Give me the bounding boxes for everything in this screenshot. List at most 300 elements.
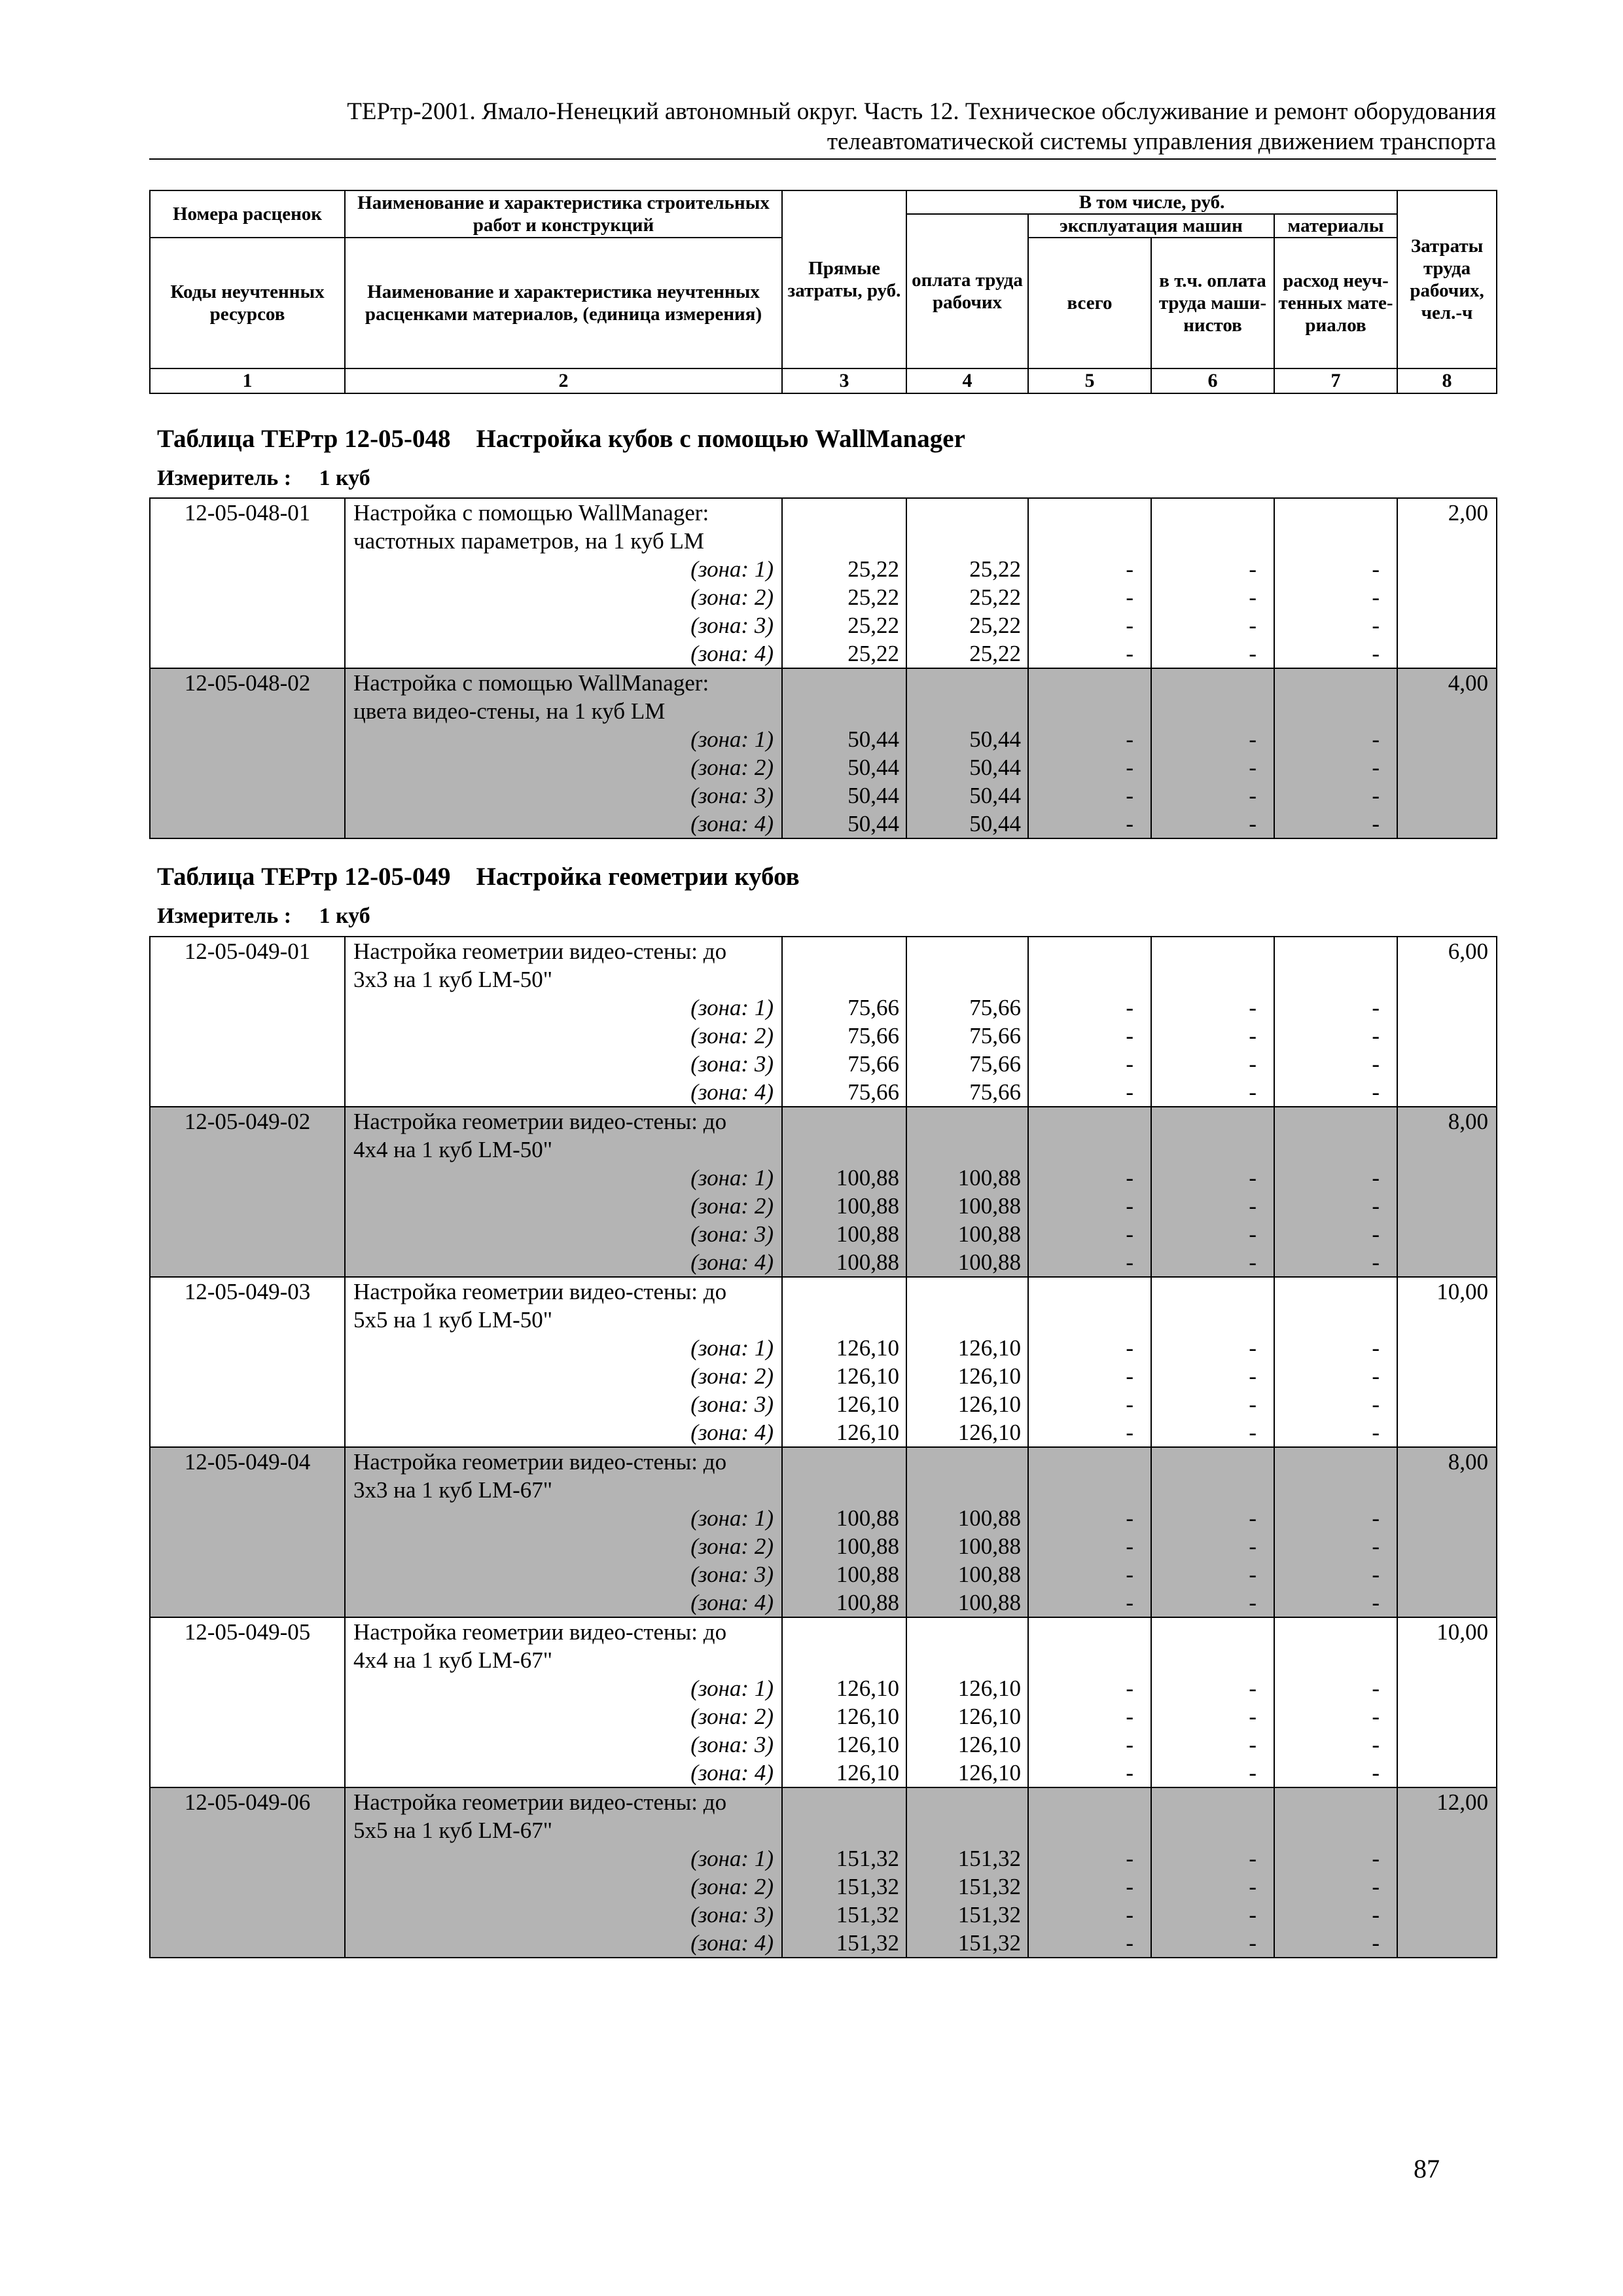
machinist-pay-value: - xyxy=(1249,1760,1257,1785)
zone-label: (зона: 3) xyxy=(690,1732,774,1757)
machine-cost-value: - xyxy=(1126,1930,1133,1956)
direct-cost-value: 126,10 xyxy=(836,1704,899,1729)
direct-cost-value: 75,66 xyxy=(847,995,899,1020)
machinist-pay-value: - xyxy=(1249,1249,1257,1275)
rate-code: 12-05-049-03 xyxy=(150,1277,345,1447)
document-header xyxy=(149,97,1496,160)
spacer xyxy=(1029,1278,1150,1334)
direct-cost-value: 151,32 xyxy=(836,1846,899,1871)
direct-cost-value: 100,88 xyxy=(836,1249,899,1275)
spacer xyxy=(1029,1618,1150,1674)
machine-cost-cell xyxy=(1028,668,1151,838)
direct-cost-value: 126,10 xyxy=(836,1391,899,1417)
machinist-pay-cell xyxy=(1151,498,1274,668)
machine-cost-value: - xyxy=(1126,1846,1133,1871)
material-cost-cell xyxy=(1274,1447,1397,1617)
worker-pay-value: 126,10 xyxy=(957,1760,1021,1785)
spacer xyxy=(1152,1107,1274,1164)
spacer xyxy=(783,1448,906,1504)
table-row xyxy=(150,1277,1497,1447)
spacer xyxy=(1152,1788,1274,1844)
direct-cost-cell xyxy=(782,668,906,838)
worker-pay-value: 100,88 xyxy=(957,1562,1021,1587)
worker-pay-value: 151,32 xyxy=(957,1846,1021,1871)
col-number: 8 xyxy=(1397,368,1497,393)
rate-code: 12-05-049-01 xyxy=(150,937,345,1107)
direct-cost-cell xyxy=(782,1447,906,1617)
material-cost-value: - xyxy=(1372,1363,1380,1389)
rate-description xyxy=(345,937,782,1107)
material-cost-value: - xyxy=(1372,584,1380,610)
col-number: 7 xyxy=(1274,368,1397,393)
col-number: 4 xyxy=(906,368,1028,393)
spacer xyxy=(907,937,1027,994)
worker-pay-value: 25,22 xyxy=(969,641,1021,666)
machine-cost-value: - xyxy=(1126,584,1133,610)
machine-cost-cell xyxy=(1028,498,1151,668)
zone-label: (зона: 3) xyxy=(690,1051,774,1077)
direct-cost-value: 50,44 xyxy=(847,783,899,808)
table-row xyxy=(150,1617,1497,1787)
col-material-name: Наименование и характеристика неучтенных расценками материалов, (единица измерения) xyxy=(345,238,782,368)
header-line-1: ТЕРтр-2001. Ямало-Ненецкий автономный округ. Часть 12. Техническое обслуживание и ремонт оборудования xyxy=(347,98,1496,125)
direct-cost-value: 100,88 xyxy=(836,1590,899,1615)
machine-cost-value: - xyxy=(1126,1590,1133,1615)
material-cost-cell xyxy=(1274,668,1397,838)
zone-label: (зона: 1) xyxy=(690,1505,774,1531)
worker-pay-value: 50,44 xyxy=(969,755,1021,780)
worker-pay-value: 100,88 xyxy=(957,1221,1021,1247)
material-cost-cell xyxy=(1274,498,1397,668)
material-cost-value: - xyxy=(1372,1704,1380,1729)
labor-cost: 12,00 xyxy=(1397,1787,1497,1958)
spacer xyxy=(1275,499,1397,555)
worker-pay-value: 100,88 xyxy=(957,1249,1021,1275)
col-rate-numbers: Номера расценок xyxy=(150,190,345,238)
spacer xyxy=(907,1618,1027,1674)
machinist-pay-value: - xyxy=(1249,1874,1257,1899)
machine-cost-value: - xyxy=(1126,1221,1133,1247)
col-number: 3 xyxy=(782,368,906,393)
labor-cost: 6,00 xyxy=(1397,937,1497,1107)
labor-cost: 10,00 xyxy=(1397,1277,1497,1447)
spacer xyxy=(783,1788,906,1844)
worker-pay-value: 50,44 xyxy=(969,726,1021,752)
spacer xyxy=(1275,1448,1397,1504)
col-unaccounted-materials: расход неуч-тенных мате-риалов xyxy=(1274,238,1397,368)
description-line: Настройка геометрии видео-стены: до xyxy=(353,1789,727,1815)
machine-cost-value: - xyxy=(1126,1534,1133,1559)
direct-cost-value: 100,88 xyxy=(836,1221,899,1247)
labor-cost: 4,00 xyxy=(1397,668,1497,838)
spacer xyxy=(783,499,906,555)
direct-cost-value: 126,10 xyxy=(836,1676,899,1701)
material-cost-value: - xyxy=(1372,641,1380,666)
material-cost-value: - xyxy=(1372,1335,1380,1361)
machine-cost-value: - xyxy=(1126,726,1133,752)
zone-label: (зона: 3) xyxy=(690,1391,774,1417)
machinist-pay-value: - xyxy=(1249,1562,1257,1587)
col-incl-machinist-pay: в т.ч. оплата труда маши-нистов xyxy=(1151,238,1274,368)
machinist-pay-value: - xyxy=(1249,1391,1257,1417)
worker-pay-cell xyxy=(906,668,1028,838)
zone-label: (зона: 2) xyxy=(690,1193,774,1219)
rate-description xyxy=(345,1107,782,1277)
zone-label: (зона: 3) xyxy=(690,1562,774,1587)
worker-pay-cell xyxy=(906,937,1028,1107)
worker-pay-value: 75,66 xyxy=(969,1023,1021,1049)
direct-cost-value: 151,32 xyxy=(836,1902,899,1928)
worker-pay-value: 151,32 xyxy=(957,1930,1021,1956)
worker-pay-value: 50,44 xyxy=(969,783,1021,808)
spacer xyxy=(1275,1618,1397,1674)
zone-label: (зона: 1) xyxy=(690,1846,774,1871)
table-measure: Измеритель : 1 куб xyxy=(157,466,370,490)
worker-pay-value: 100,88 xyxy=(957,1193,1021,1219)
rate-description xyxy=(345,498,782,668)
machinist-pay-value: - xyxy=(1249,1732,1257,1757)
col-number: 2 xyxy=(345,368,782,393)
worker-pay-value: 50,44 xyxy=(969,811,1021,836)
table-measure: Измеритель : 1 куб xyxy=(157,904,370,928)
zone-label: (зона: 2) xyxy=(690,584,774,610)
direct-cost-value: 50,44 xyxy=(847,755,899,780)
material-cost-value: - xyxy=(1372,726,1380,752)
machine-cost-value: - xyxy=(1126,613,1133,638)
machinist-pay-value: - xyxy=(1249,556,1257,582)
labor-cost: 2,00 xyxy=(1397,498,1497,668)
machinist-pay-value: - xyxy=(1249,641,1257,666)
spacer xyxy=(1275,1278,1397,1334)
machine-cost-value: - xyxy=(1126,1391,1133,1417)
zone-label: (зона: 1) xyxy=(690,1335,774,1361)
direct-cost-value: 50,44 xyxy=(847,811,899,836)
spacer xyxy=(783,937,906,994)
rate-code: 12-05-049-04 xyxy=(150,1447,345,1617)
spacer xyxy=(907,1788,1027,1844)
description-line: Настройка геометрии видео-стены: до xyxy=(353,1109,727,1134)
spacer xyxy=(783,1618,906,1674)
machinist-pay-value: - xyxy=(1249,1846,1257,1871)
rate-code: 12-05-049-02 xyxy=(150,1107,345,1277)
spacer xyxy=(907,669,1027,725)
direct-cost-value: 126,10 xyxy=(836,1732,899,1757)
zone-label: (зона: 2) xyxy=(690,755,774,780)
col-labor-costs: Затраты труда рабочих, чел.-ч xyxy=(1397,190,1497,368)
direct-cost-value: 126,10 xyxy=(836,1760,899,1785)
direct-cost-value: 25,22 xyxy=(847,613,899,638)
zone-label: (зона: 4) xyxy=(690,811,774,836)
machinist-pay-value: - xyxy=(1249,1023,1257,1049)
rate-code: 12-05-049-05 xyxy=(150,1617,345,1787)
col-worker-pay: оплата труда рабочих xyxy=(906,214,1028,368)
rate-code: 12-05-048-02 xyxy=(150,668,345,838)
spacer xyxy=(1029,1788,1150,1844)
machine-cost-value: - xyxy=(1126,755,1133,780)
header-line-2: телеавтоматической системы управления движением транспорта xyxy=(827,128,1496,155)
direct-cost-value: 25,22 xyxy=(847,556,899,582)
material-cost-value: - xyxy=(1372,1930,1380,1956)
direct-cost-value: 126,10 xyxy=(836,1420,899,1445)
material-cost-value: - xyxy=(1372,755,1380,780)
worker-pay-value: 100,88 xyxy=(957,1505,1021,1531)
worker-pay-cell xyxy=(906,1277,1028,1447)
material-cost-value: - xyxy=(1372,1165,1380,1191)
worker-pay-value: 75,66 xyxy=(969,1051,1021,1077)
material-cost-value: - xyxy=(1372,1590,1380,1615)
material-cost-value: - xyxy=(1372,1760,1380,1785)
direct-cost-value: 75,66 xyxy=(847,1079,899,1105)
material-cost-value: - xyxy=(1372,1505,1380,1531)
material-cost-cell xyxy=(1274,1277,1397,1447)
description-line: 5х5 на 1 куб LM-67" xyxy=(353,1818,553,1843)
spacer xyxy=(907,1278,1027,1334)
description-line: 4х4 на 1 куб LM-50" xyxy=(353,1137,553,1162)
rate-code: 12-05-048-01 xyxy=(150,498,345,668)
worker-pay-cell xyxy=(906,1107,1028,1277)
machinist-pay-value: - xyxy=(1249,584,1257,610)
spacer xyxy=(783,1278,906,1334)
material-cost-cell xyxy=(1274,937,1397,1107)
material-cost-value: - xyxy=(1372,1534,1380,1559)
machinist-pay-value: - xyxy=(1249,1676,1257,1701)
zone-label: (зона: 3) xyxy=(690,613,774,638)
table-row xyxy=(150,1447,1497,1617)
col-direct-costs: Прямые затраты, руб. xyxy=(782,190,906,368)
zone-label: (зона: 4) xyxy=(690,1079,774,1105)
table-row xyxy=(150,668,1497,838)
direct-cost-value: 50,44 xyxy=(847,726,899,752)
rate-description xyxy=(345,1277,782,1447)
col-number: 6 xyxy=(1151,368,1274,393)
material-cost-value: - xyxy=(1372,1874,1380,1899)
worker-pay-value: 126,10 xyxy=(957,1363,1021,1389)
machine-cost-cell xyxy=(1028,937,1151,1107)
machinist-pay-value: - xyxy=(1249,1051,1257,1077)
rate-description xyxy=(345,668,782,838)
spacer xyxy=(1152,669,1274,725)
col-work-name: Наименование и характеристика строительных работ и конструкций xyxy=(345,190,782,238)
direct-cost-value: 75,66 xyxy=(847,1051,899,1077)
machinist-pay-value: - xyxy=(1249,1079,1257,1105)
zone-label: (зона: 4) xyxy=(690,1420,774,1445)
labor-cost: 8,00 xyxy=(1397,1447,1497,1617)
direct-cost-cell xyxy=(782,1277,906,1447)
machine-cost-value: - xyxy=(1126,1874,1133,1899)
machine-cost-value: - xyxy=(1126,1562,1133,1587)
description-line: Настройка геометрии видео-стены: до xyxy=(353,1279,727,1304)
zone-label: (зона: 1) xyxy=(690,726,774,752)
spacer xyxy=(1152,1278,1274,1334)
machine-cost-value: - xyxy=(1126,1505,1133,1531)
description-line: Настройка геометрии видео-стены: до xyxy=(353,1619,727,1645)
col-number: 5 xyxy=(1028,368,1151,393)
rate-description xyxy=(345,1617,782,1787)
col-materials: материалы xyxy=(1274,214,1397,238)
machinist-pay-value: - xyxy=(1249,1704,1257,1729)
description-line: 4х4 на 1 куб LM-67" xyxy=(353,1647,553,1673)
machine-cost-value: - xyxy=(1126,1676,1133,1701)
material-cost-value: - xyxy=(1372,1732,1380,1757)
worker-pay-value: 151,32 xyxy=(957,1874,1021,1899)
table-row xyxy=(150,1787,1497,1958)
machinist-pay-cell xyxy=(1151,1107,1274,1277)
machinist-pay-value: - xyxy=(1249,1165,1257,1191)
machine-cost-cell xyxy=(1028,1787,1151,1958)
worker-pay-value: 75,66 xyxy=(969,1079,1021,1105)
material-cost-cell xyxy=(1274,1617,1397,1787)
material-cost-value: - xyxy=(1372,995,1380,1020)
labor-cost: 8,00 xyxy=(1397,1107,1497,1277)
machine-cost-value: - xyxy=(1126,1051,1133,1077)
worker-pay-value: 151,32 xyxy=(957,1902,1021,1928)
machine-cost-value: - xyxy=(1126,556,1133,582)
column-header-table xyxy=(149,190,1497,394)
description-line: Настройка с помощью WallManager: xyxy=(353,500,709,526)
rate-description xyxy=(345,1787,782,1958)
machinist-pay-value: - xyxy=(1249,613,1257,638)
direct-cost-value: 75,66 xyxy=(847,1023,899,1049)
spacer xyxy=(1275,669,1397,725)
col-resource-codes: Коды неучтенных ресурсов xyxy=(150,238,345,368)
spacer xyxy=(1152,1448,1274,1504)
zone-label: (зона: 2) xyxy=(690,1534,774,1559)
labor-cost: 10,00 xyxy=(1397,1617,1497,1787)
direct-cost-cell xyxy=(782,937,906,1107)
material-cost-value: - xyxy=(1372,1193,1380,1219)
worker-pay-cell xyxy=(906,1617,1028,1787)
zone-label: (зона: 3) xyxy=(690,783,774,808)
material-cost-cell xyxy=(1274,1107,1397,1277)
spacer xyxy=(1275,1788,1397,1844)
spacer xyxy=(1029,499,1150,555)
col-including: В том числе, руб. xyxy=(906,190,1397,214)
machine-cost-cell xyxy=(1028,1277,1151,1447)
machine-cost-value: - xyxy=(1126,1732,1133,1757)
worker-pay-value: 126,10 xyxy=(957,1732,1021,1757)
zone-label: (зона: 4) xyxy=(690,1590,774,1615)
spacer xyxy=(907,499,1027,555)
machinist-pay-value: - xyxy=(1249,995,1257,1020)
machinist-pay-value: - xyxy=(1249,1902,1257,1928)
description-line: Настройка с помощью WallManager: xyxy=(353,670,709,696)
zone-label: (зона: 3) xyxy=(690,1221,774,1247)
worker-pay-value: 126,10 xyxy=(957,1420,1021,1445)
machinist-pay-value: - xyxy=(1249,1590,1257,1615)
spacer xyxy=(1152,499,1274,555)
machine-cost-cell xyxy=(1028,1617,1151,1787)
zone-label: (зона: 3) xyxy=(690,1902,774,1928)
machine-cost-value: - xyxy=(1126,1079,1133,1105)
description-line: Настройка геометрии видео-стены: до xyxy=(353,1449,727,1475)
spacer xyxy=(1029,937,1150,994)
machinist-pay-value: - xyxy=(1249,783,1257,808)
worker-pay-cell xyxy=(906,498,1028,668)
zone-label: (зона: 1) xyxy=(690,1676,774,1701)
material-cost-value: - xyxy=(1372,1051,1380,1077)
worker-pay-value: 126,10 xyxy=(957,1704,1021,1729)
machinist-pay-cell xyxy=(1151,1787,1274,1958)
spacer xyxy=(907,1107,1027,1164)
direct-cost-cell xyxy=(782,1787,906,1958)
machinist-pay-cell xyxy=(1151,937,1274,1107)
direct-cost-value: 100,88 xyxy=(836,1505,899,1531)
direct-cost-value: 25,22 xyxy=(847,584,899,610)
machinist-pay-cell xyxy=(1151,1447,1274,1617)
material-cost-value: - xyxy=(1372,1023,1380,1049)
machinist-pay-value: - xyxy=(1249,1193,1257,1219)
direct-cost-value: 100,88 xyxy=(836,1193,899,1219)
worker-pay-value: 25,22 xyxy=(969,613,1021,638)
direct-cost-value: 25,22 xyxy=(847,641,899,666)
spacer xyxy=(1029,1448,1150,1504)
machinist-pay-value: - xyxy=(1249,1505,1257,1531)
material-cost-value: - xyxy=(1372,1676,1380,1701)
machinist-pay-value: - xyxy=(1249,1930,1257,1956)
machinist-pay-value: - xyxy=(1249,755,1257,780)
machinist-pay-value: - xyxy=(1249,726,1257,752)
material-cost-value: - xyxy=(1372,1221,1380,1247)
direct-cost-value: 151,32 xyxy=(836,1930,899,1956)
description-line: цвета видео-стены, на 1 куб LM xyxy=(353,698,666,724)
machine-cost-value: - xyxy=(1126,1760,1133,1785)
description-line: 3х3 на 1 куб LM-67" xyxy=(353,1477,553,1503)
worker-pay-cell xyxy=(906,1787,1028,1958)
machine-cost-value: - xyxy=(1126,1249,1133,1275)
machine-cost-value: - xyxy=(1126,1704,1133,1729)
worker-pay-value: 100,88 xyxy=(957,1534,1021,1559)
spacer xyxy=(907,1448,1027,1504)
rates-table xyxy=(149,936,1497,1958)
worker-pay-value: 126,10 xyxy=(957,1391,1021,1417)
worker-pay-value: 75,66 xyxy=(969,995,1021,1020)
zone-label: (зона: 4) xyxy=(690,1760,774,1785)
material-cost-value: - xyxy=(1372,1902,1380,1928)
machinist-pay-cell xyxy=(1151,1617,1274,1787)
description-line: частотных параметров, на 1 куб LM xyxy=(353,528,704,554)
zone-label: (зона: 1) xyxy=(690,995,774,1020)
spacer xyxy=(1152,937,1274,994)
direct-cost-value: 151,32 xyxy=(836,1874,899,1899)
table-row xyxy=(150,1107,1497,1277)
zone-label: (зона: 4) xyxy=(690,1930,774,1956)
spacer xyxy=(783,1107,906,1164)
col-number: 1 xyxy=(150,368,345,393)
direct-cost-cell xyxy=(782,1107,906,1277)
material-cost-value: - xyxy=(1372,613,1380,638)
material-cost-value: - xyxy=(1372,783,1380,808)
spacer xyxy=(1275,1107,1397,1164)
machinist-pay-cell xyxy=(1151,1277,1274,1447)
table-row xyxy=(150,937,1497,1107)
worker-pay-value: 25,22 xyxy=(969,556,1021,582)
spacer xyxy=(1152,1618,1274,1674)
worker-pay-value: 100,88 xyxy=(957,1590,1021,1615)
zone-label: (зона: 2) xyxy=(690,1023,774,1049)
description-line: 5х5 на 1 куб LM-50" xyxy=(353,1307,553,1333)
spacer xyxy=(1029,1107,1150,1164)
material-cost-value: - xyxy=(1372,1391,1380,1417)
rate-description xyxy=(345,1447,782,1617)
zone-label: (зона: 2) xyxy=(690,1874,774,1899)
direct-cost-value: 126,10 xyxy=(836,1335,899,1361)
machinist-pay-cell xyxy=(1151,668,1274,838)
direct-cost-cell xyxy=(782,1617,906,1787)
machine-cost-cell xyxy=(1028,1447,1151,1617)
description-line: Настройка геометрии видео-стены: до xyxy=(353,939,727,964)
direct-cost-cell xyxy=(782,498,906,668)
table-row xyxy=(150,498,1497,668)
